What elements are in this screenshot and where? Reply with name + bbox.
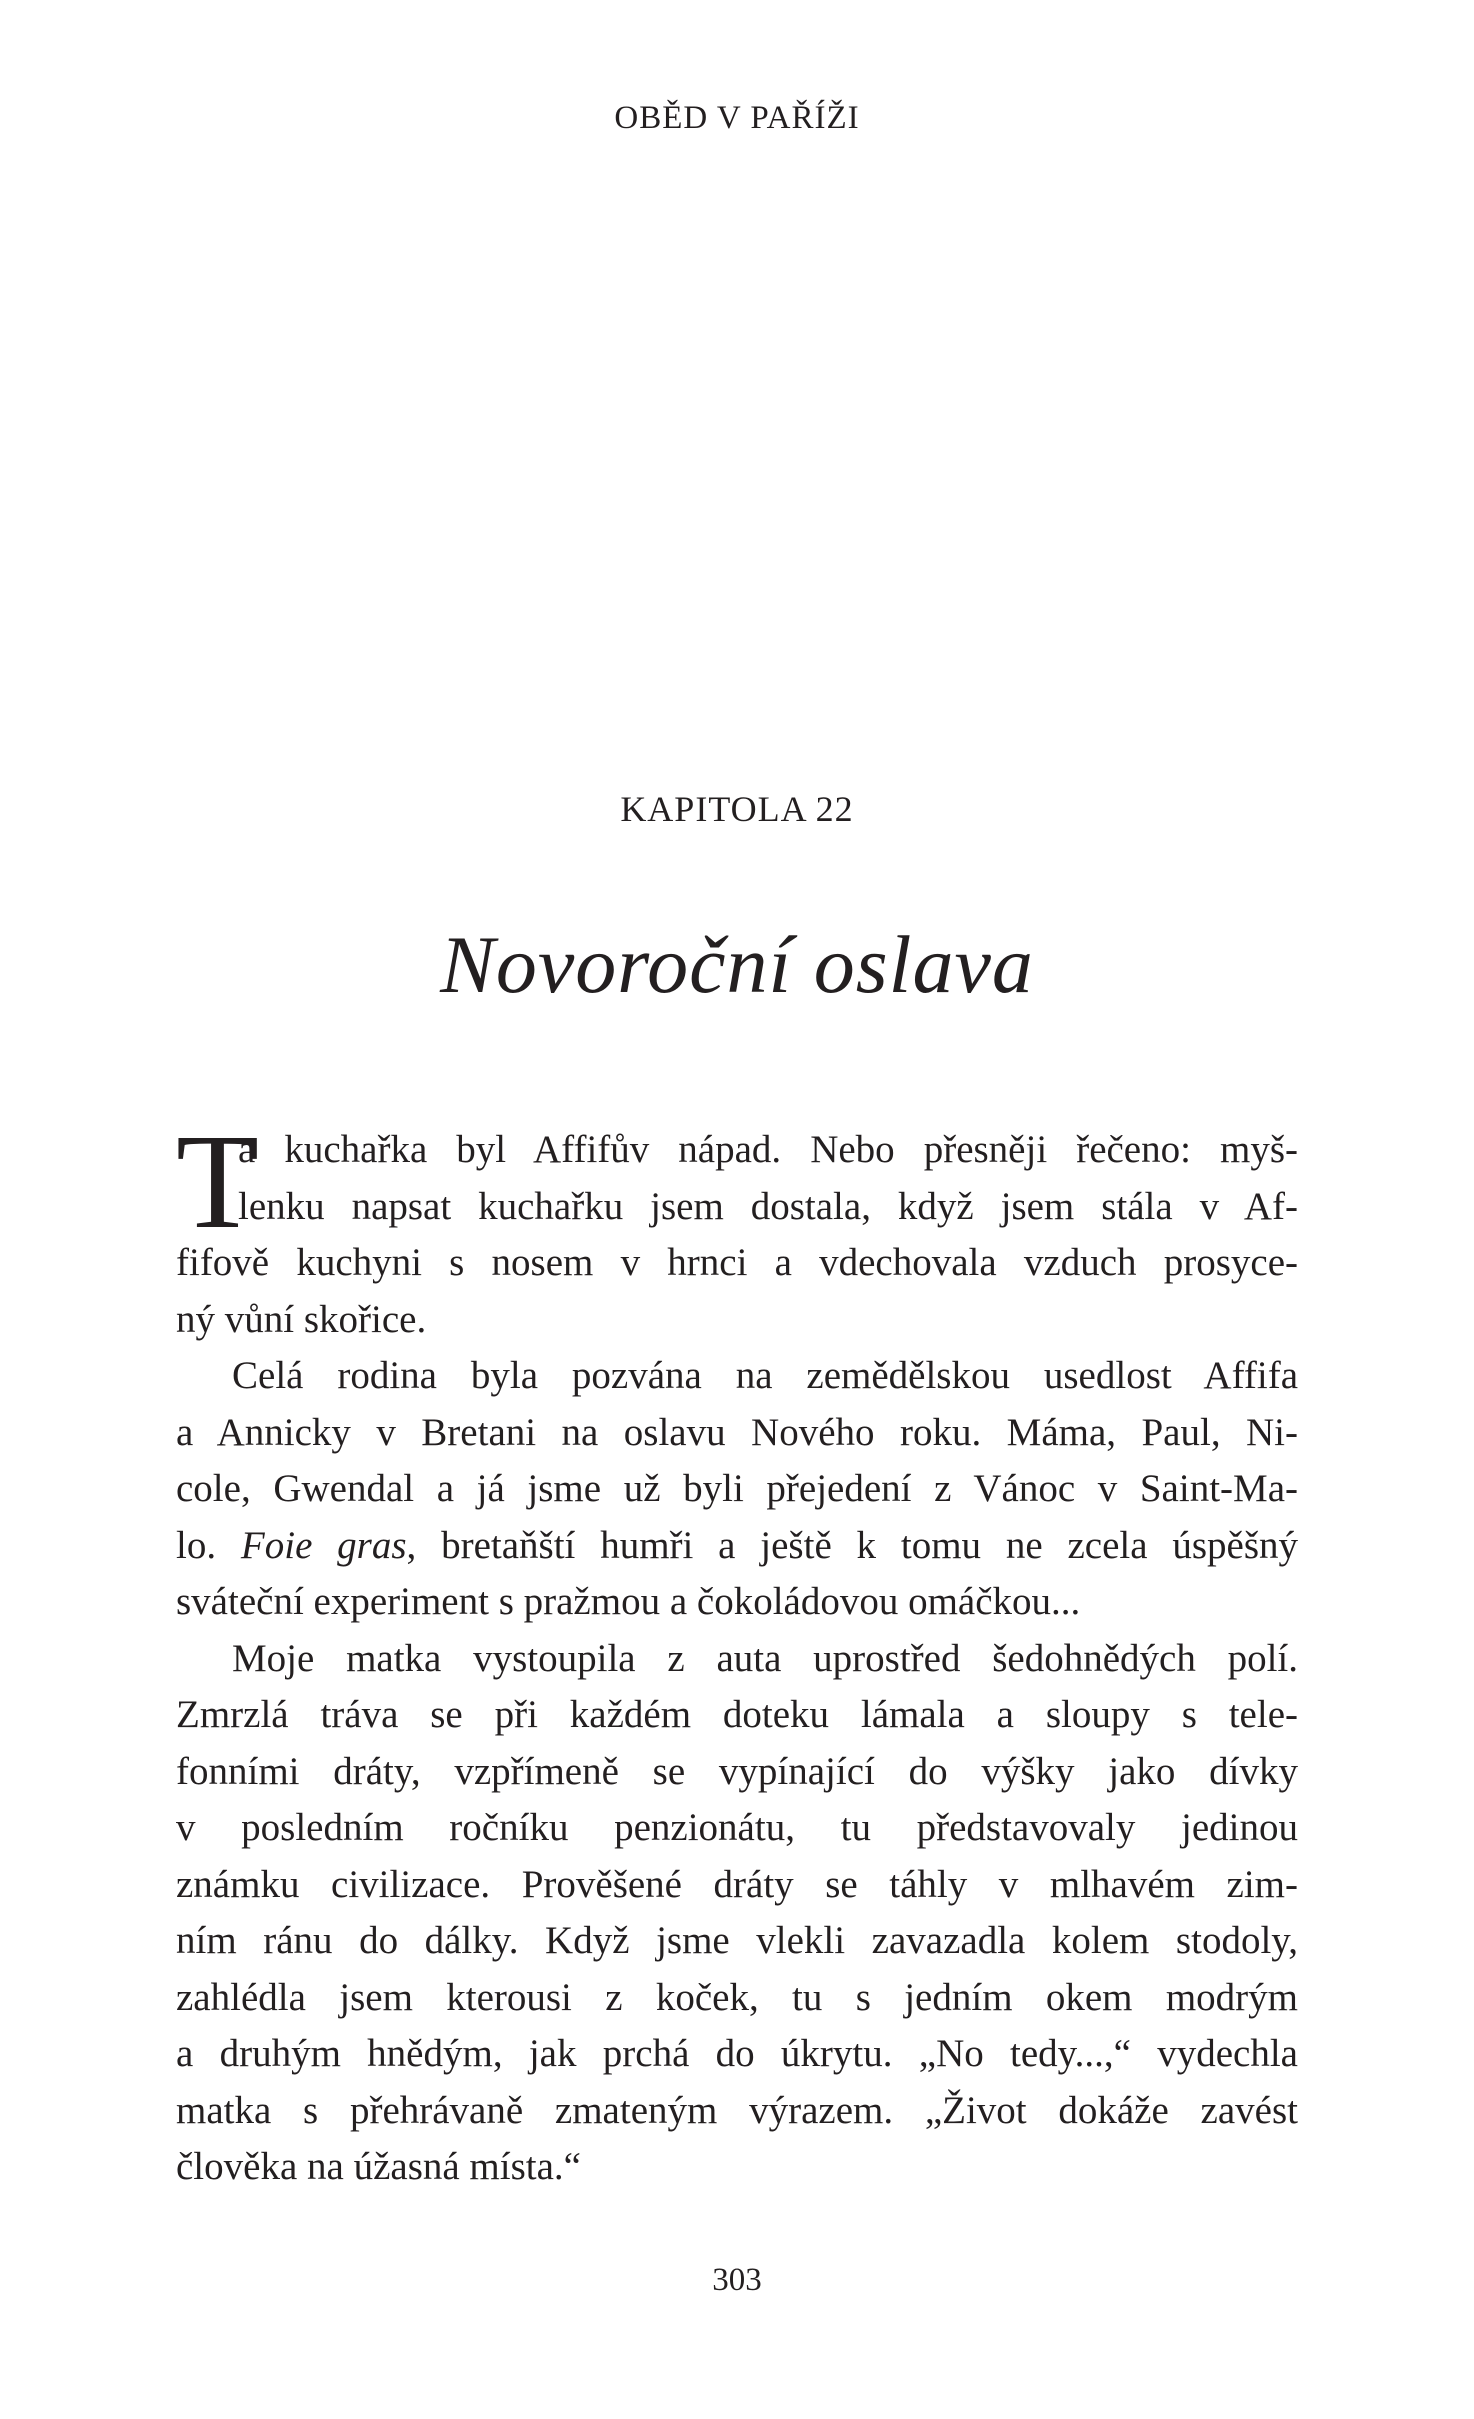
text-line: Moje matka vystoupila z auta uprostřed šedohnědých polí. bbox=[232, 1636, 1298, 1680]
text-line: ný vůní skořice. bbox=[176, 1297, 427, 1341]
text-line: člověka na úžasná místa.“ bbox=[176, 2145, 581, 2188]
text-line: ním ránu do dálky. Když jsme vlekli zavazadla kolem stodoly, bbox=[176, 1919, 1298, 1962]
text-line: cole, Gwendal a já jsme už byli přejedení z Vánoc v Saint-Ma- bbox=[176, 1467, 1298, 1510]
text-fragment: lo. bbox=[176, 1523, 217, 1567]
text-line: matka s přehrávaně zmateným výrazem. „Život dokáže zavést bbox=[176, 2088, 1298, 2132]
text-line: a druhým hnědým, jak prchá do úkrytu. „No tedy...,“ vydechla bbox=[176, 2032, 1298, 2075]
chapter-label: KAPITOLA 22 bbox=[620, 789, 854, 829]
running-header: OBĚD V PAŘÍŽI bbox=[614, 100, 860, 136]
text-line: Zmrzlá tráva se při každém doteku lámala a sloupy s tele- bbox=[176, 1693, 1298, 1736]
page-number: 303 bbox=[712, 2262, 762, 2298]
drop-cap: T bbox=[176, 1107, 260, 1257]
chapter-title: Novoroční oslava bbox=[440, 919, 1034, 1010]
text-line: v posledním ročníku penzionátu, tu představovaly jedinou bbox=[176, 1806, 1298, 1849]
text-line: a Annicky v Bretani na oslavu Nového roku. Máma, Paul, Ni- bbox=[176, 1410, 1298, 1454]
emphasis-text: Foie gras bbox=[240, 1523, 407, 1567]
text-line: sváteční experiment s pražmou a čokoládovou omáčkou... bbox=[176, 1580, 1081, 1623]
text-line: lenku napsat kuchařku jsem dostala, když jsem stála v Af- bbox=[238, 1184, 1298, 1228]
text-line: a kuchařka byl Affifův nápad. Nebo přesněji řečeno: myš- bbox=[238, 1128, 1298, 1171]
text-line: fifově kuchyni s nosem v hrnci a vdechovala vzduch prosyce- bbox=[176, 1241, 1298, 1284]
text-fragment: , bretaňští humři a ještě k tomu ne zcela úspěšný bbox=[406, 1523, 1299, 1567]
text-line: známku civilizace. Prověšené dráty se táhly v mlhavém zim- bbox=[176, 1862, 1298, 1906]
text-line: Celá rodina byla pozvána na zemědělskou usedlost Affifa bbox=[232, 1354, 1298, 1397]
text-line: fonními dráty, vzpřímeně se vypínající do výšky jako dívky bbox=[176, 1749, 1298, 1793]
text-line: zahlédla jsem kterousi z koček, tu s jedním okem modrým bbox=[176, 1975, 1298, 2019]
text-line bbox=[176, 1518, 1298, 1575]
body-text bbox=[176, 1107, 1299, 2196]
